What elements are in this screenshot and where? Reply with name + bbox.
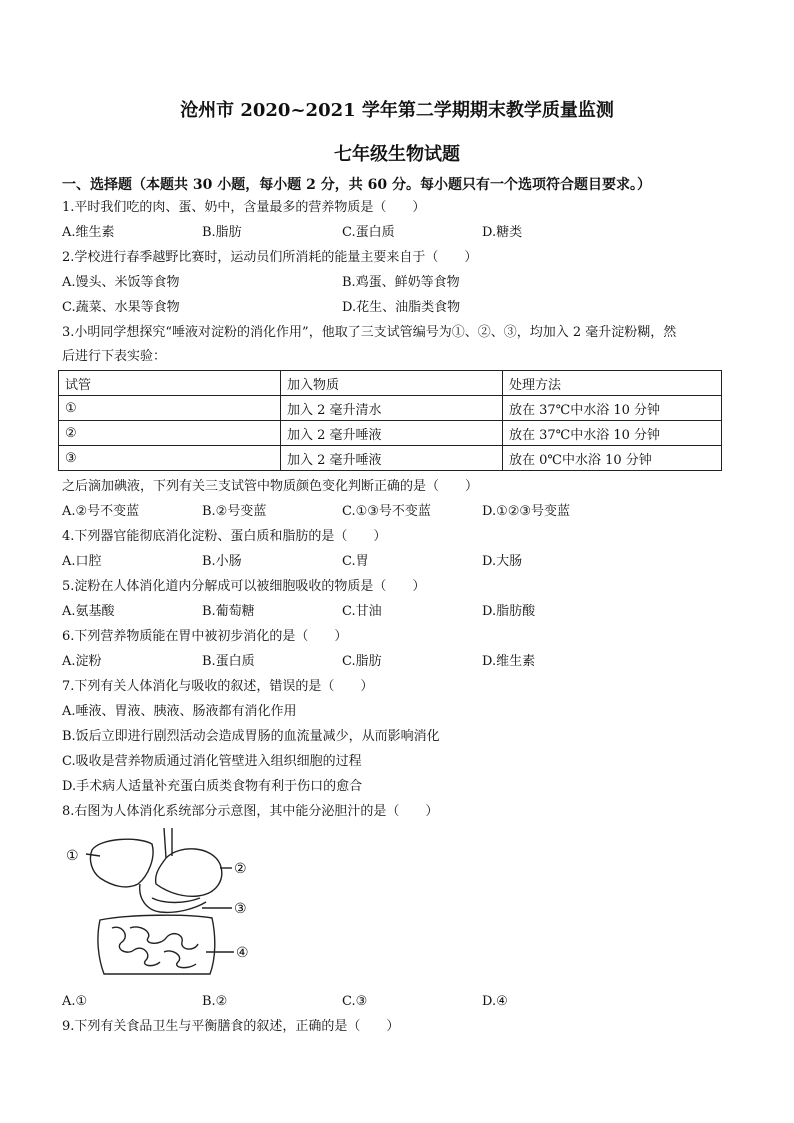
table-cell: 放在 37℃中水浴 10 分钟	[503, 396, 722, 421]
question-4-stem: 4.下列器官能彻底消化淀粉、蛋白质和脂肪的是（ ）	[62, 529, 387, 544]
label-leader-line	[86, 854, 100, 856]
question-3-option-c: C.①③号不变蓝	[342, 504, 431, 519]
figure-label-4: ④	[236, 945, 249, 961]
question-1-stem: 1.平时我们吃的肉、蛋、奶中，含量最多的营养物质是（ ）	[62, 200, 426, 215]
table-header-cell: 试管	[59, 371, 281, 396]
esophagus-outline	[164, 828, 166, 858]
table-cell: 加入 2 毫升清水	[281, 396, 503, 421]
question-2-stem: 2.学校进行春季越野比赛时，运动员们所消耗的能量主要来自于（ ）	[62, 250, 478, 265]
small-intestine-outline	[164, 951, 196, 968]
question-8-option-b: B.②	[202, 994, 228, 1009]
question-3-option-d: D.①②③号变蓝	[482, 504, 571, 519]
table-cell: ①	[59, 396, 281, 421]
question-3-stem-after-table: 之后滴加碘液，下列有关三支试管中物质颜色变化判断正确的是（ ）	[62, 479, 479, 494]
question-1-option-a: A.维生素	[62, 225, 115, 240]
question-8-option-d: D.④	[482, 994, 508, 1009]
small-intestine-outline	[112, 927, 160, 965]
section-heading: 一、选择题（本题共 30 小题，每小题 2 分，共 60 分。每小题只有一个选项符合题目要求。）	[62, 177, 651, 193]
question-4-option-c: C.胃	[342, 554, 369, 569]
table-row	[59, 446, 722, 471]
table-header-cell: 加入物质	[281, 371, 503, 396]
table-row	[59, 421, 722, 446]
question-7-stem: 7.下列有关人体消化与吸收的叙述，错误的是（ ）	[62, 679, 374, 694]
question-5-option-d: D.脂肪酸	[482, 604, 536, 619]
question-9-stem: 9.下列有关食品卫生与平衡膳食的叙述，正确的是（ ）	[62, 1019, 400, 1034]
question-7-option-a: A.唾液、胃液、胰液、肠液都有消化作用	[62, 704, 297, 719]
question-1-option-d: D.糖类	[482, 225, 523, 240]
question-8-option-c: C.③	[342, 994, 368, 1009]
question-3-option-b: B.②号变蓝	[202, 504, 267, 519]
small-intestine-outline	[130, 927, 198, 949]
question-7-option-c: C.吸收是营养物质通过消化管壁进入组织细胞的过程	[62, 754, 362, 769]
figure-label-2: ②	[234, 861, 247, 877]
table-header-row	[59, 371, 722, 396]
table-header-cell: 处理方法	[503, 371, 722, 396]
question-5-option-b: B.葡萄糖	[202, 604, 255, 619]
question-6-option-b: B.蛋白质	[202, 654, 255, 669]
figure-label-3: ③	[234, 901, 247, 917]
liver-outline	[90, 839, 153, 887]
question-1-option-b: B.脂肪	[202, 225, 242, 240]
question-6-stem: 6.下列营养物质能在胃中被初步消化的是（ ）	[62, 629, 348, 644]
exam-title: 沧州市 2020~2021 学年第二学期期末教学质量监测	[180, 100, 614, 121]
question-2-option-d: D.花生、油脂类食物	[342, 300, 461, 315]
table-cell: ②	[59, 421, 281, 446]
question-8-option-a: A.①	[62, 994, 88, 1009]
question-5-option-a: A.氨基酸	[62, 604, 115, 619]
question-6-option-c: C.脂肪	[342, 654, 382, 669]
question-7-option-b: B.饭后立即进行剧烈活动会造成胃肠的血流量减少，从而影响消化	[62, 729, 440, 744]
figure-label-1: ①	[66, 848, 79, 864]
question-3-stem-continued: 后进行下表实验：	[62, 349, 167, 364]
question-3-option-a: A.②号不变蓝	[62, 504, 140, 519]
table-cell: 放在 37℃中水浴 10 分钟	[503, 421, 722, 446]
table-cell: 加入 2 毫升唾液	[281, 421, 503, 446]
question-5-option-c: C.甘油	[342, 604, 382, 619]
question-8-stem: 8.右图为人体消化系统部分示意图，其中能分泌胆汁的是（ ）	[62, 804, 439, 819]
question-6-option-d: D.维生素	[482, 654, 536, 669]
question-4-option-b: B.小肠	[202, 554, 242, 569]
table-cell: ③	[59, 446, 281, 471]
question-3-stem: 3.小明同学想探究“唾液对淀粉的消化作用”，他取了三支试管编号为①、②、③，均加入 2 毫升淀粉糊，然	[62, 325, 677, 340]
question-5-stem: 5.淀粉在人体消化道内分解成可以被细胞吸收的物质是（ ）	[62, 579, 426, 594]
question-2-option-c: C.蔬菜、水果等食物	[62, 300, 180, 315]
question-2-option-b: B.鸡蛋、鲜奶等食物	[342, 275, 460, 290]
question-6-option-a: A.淀粉	[62, 654, 102, 669]
table-cell: 加入 2 毫升唾液	[281, 446, 503, 471]
table-row	[59, 396, 722, 421]
question-7-option-d: D.手术病人适量补充蛋白质类食物有利于伤口的愈合	[62, 779, 363, 794]
exam-subtitle: 七年级生物试题	[334, 144, 460, 165]
question-4-option-d: D.大肠	[482, 554, 523, 569]
digestive-system-figure	[60, 828, 260, 983]
question-2-option-a: A.馒头、米饭等食物	[62, 275, 180, 290]
question-1-option-c: C.蛋白质	[342, 225, 395, 240]
digestive-organs-drawing	[86, 828, 234, 974]
experiment-table	[58, 370, 722, 471]
duodenum-outline	[140, 884, 206, 912]
table-cell: 放在 0℃中水浴 10 分钟	[503, 446, 722, 471]
question-4-option-a: A.口腔	[62, 554, 102, 569]
pancreas-outline	[152, 898, 200, 903]
